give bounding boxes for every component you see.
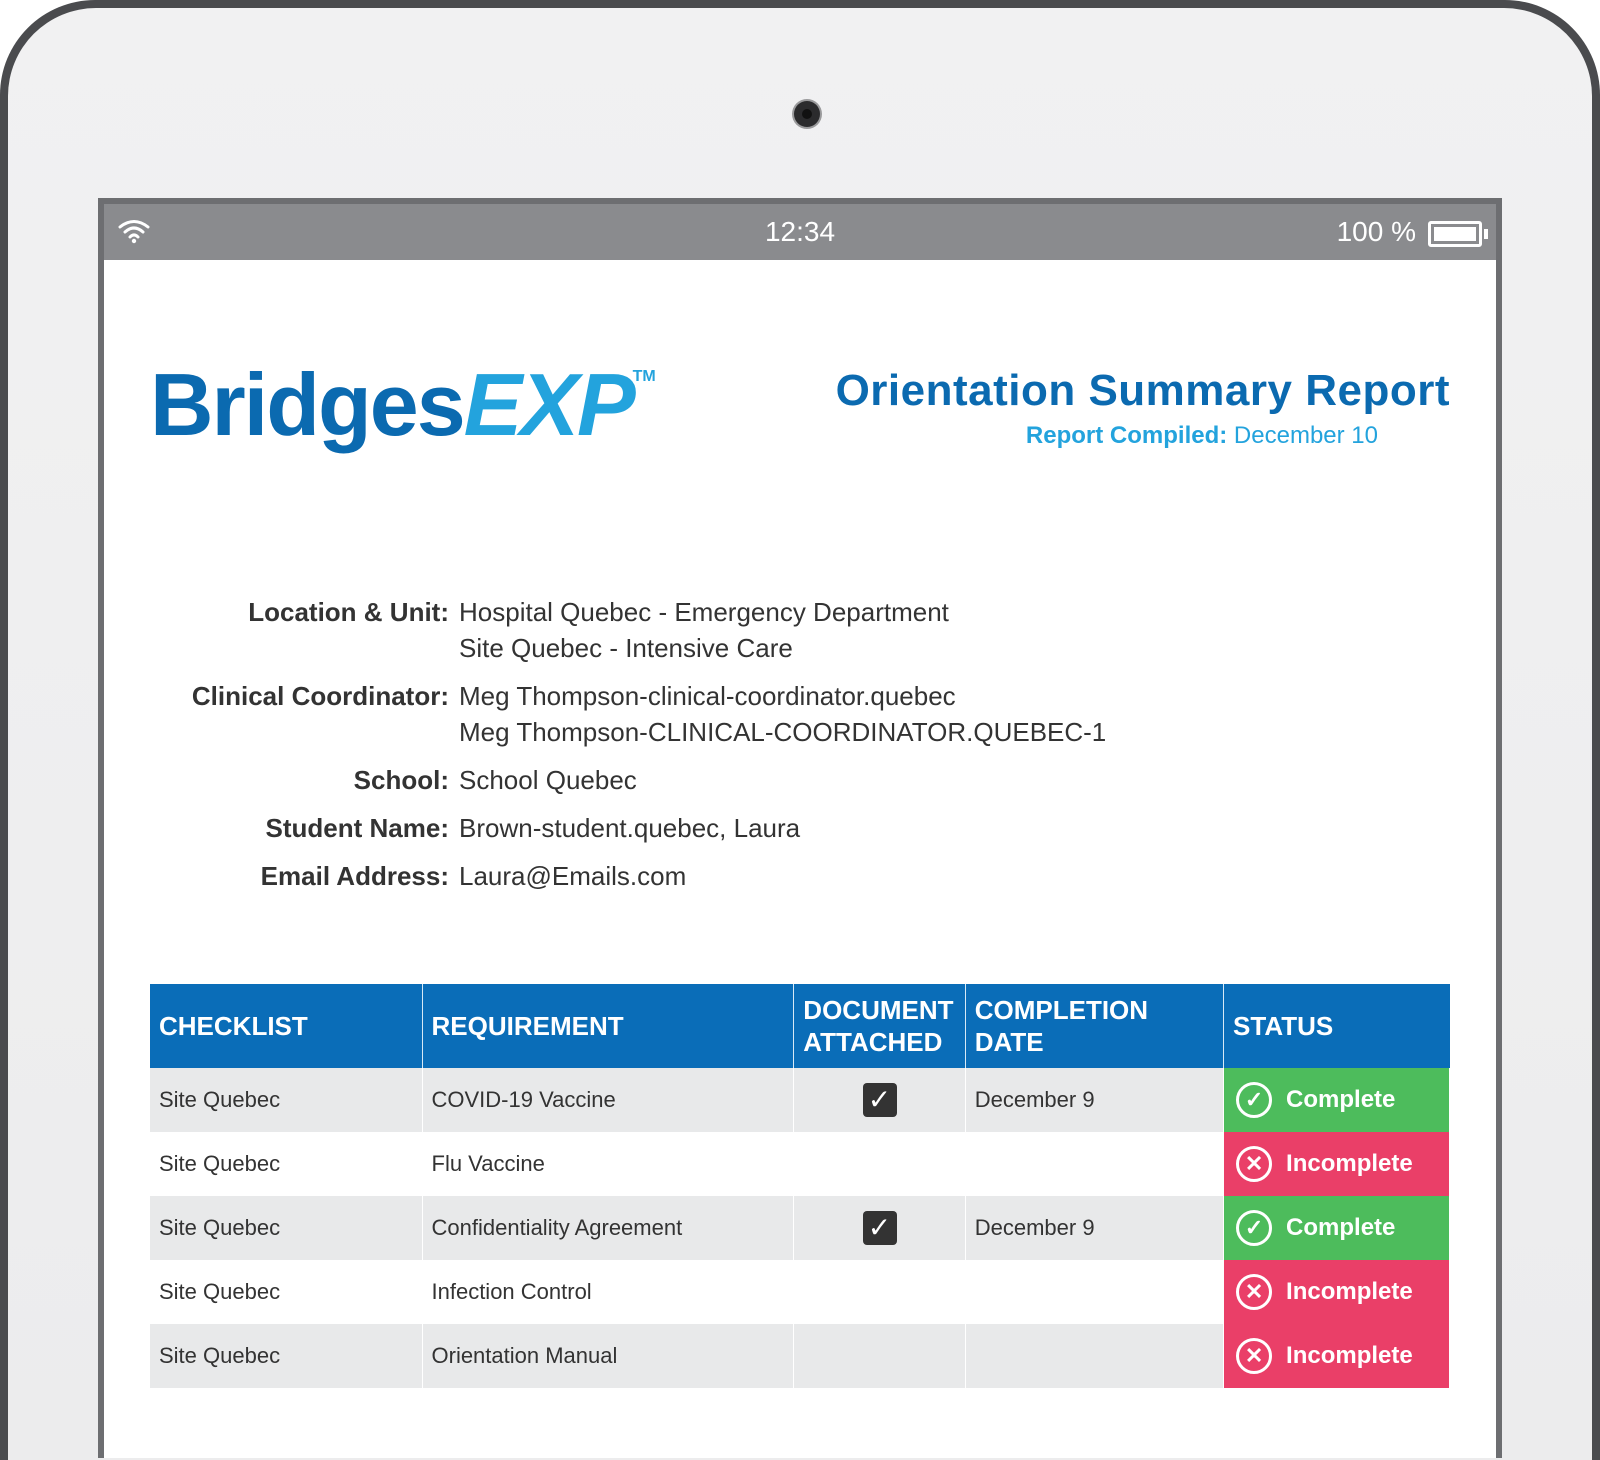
info-row-location	[104, 594, 1204, 666]
info-row-coordinator	[104, 678, 1204, 750]
info-value: School Quebec	[459, 765, 637, 795]
info-value: Brown-student.quebec, Laura	[459, 813, 801, 843]
screen-border	[98, 198, 1502, 1458]
cell-status	[1224, 1196, 1450, 1260]
header-status: STATUS	[1224, 984, 1450, 1068]
x-circle-icon: ✕	[1236, 1338, 1272, 1374]
student-info	[104, 594, 1204, 906]
info-value: Hospital Quebec - Emergency Department	[459, 597, 949, 627]
cell-checklist: Site Quebec	[150, 1260, 422, 1324]
header-requirement: REQUIREMENT	[422, 984, 794, 1068]
header-completion-date: COMPLETION DATE	[965, 984, 1223, 1068]
cell-requirement: Orientation Manual	[422, 1324, 794, 1388]
table-row[interactable]	[150, 1260, 1450, 1324]
status-badge	[1224, 1260, 1449, 1324]
checkbox-checked-icon[interactable]: ✓	[863, 1083, 897, 1117]
report-compiled	[1026, 422, 1378, 450]
x-circle-icon: ✕	[1236, 1146, 1272, 1182]
status-label: Incomplete	[1286, 1278, 1413, 1305]
cell-checklist: Site Quebec	[150, 1132, 422, 1196]
status-badge	[1224, 1196, 1449, 1260]
logo-text-exp: EXP	[463, 355, 634, 454]
checklist-table	[150, 984, 1450, 1388]
check-circle-icon: ✓	[1236, 1210, 1272, 1246]
cell-document	[794, 1260, 965, 1324]
info-label: Clinical Coordinator:	[191, 681, 449, 711]
header-document-attached: DOCUMENT ATTACHED	[794, 984, 965, 1068]
email-link[interactable]: Laura@Emails.com	[459, 861, 687, 891]
status-badge	[1224, 1068, 1449, 1132]
cell-document	[794, 1196, 965, 1260]
cell-status	[1224, 1260, 1450, 1324]
camera-icon	[794, 101, 820, 127]
status-badge	[1224, 1132, 1449, 1196]
cell-checklist: Site Quebec	[150, 1068, 422, 1132]
cell-requirement: COVID-19 Vaccine	[422, 1068, 794, 1132]
cell-requirement: Confidentiality Agreement	[422, 1196, 794, 1260]
cell-status	[1224, 1132, 1450, 1196]
x-circle-icon: ✕	[1236, 1274, 1272, 1310]
status-badge	[1224, 1324, 1449, 1388]
report-compiled-label: Report Compiled:	[1025, 422, 1228, 449]
cell-document	[794, 1324, 965, 1388]
status-label: Complete	[1286, 1086, 1396, 1113]
status-label: Incomplete	[1286, 1342, 1413, 1369]
table-header-row	[150, 984, 1450, 1068]
cell-date	[965, 1324, 1223, 1388]
logo-text-bridges: Bridges	[150, 355, 464, 454]
table-row[interactable]	[150, 1132, 1450, 1196]
cell-document	[794, 1132, 965, 1196]
bridges-exp-logo	[150, 354, 656, 456]
clock: 12:34	[764, 216, 836, 247]
status-bar	[104, 204, 1496, 260]
info-row-school	[104, 762, 1204, 798]
checkbox-checked-icon[interactable]: ✓	[863, 1211, 897, 1245]
info-label: Location & Unit:	[248, 597, 449, 627]
info-label: Student Name:	[265, 813, 449, 843]
report-title: Orientation Summary Report	[835, 366, 1450, 415]
info-value: Site Quebec - Intensive Care	[459, 633, 793, 663]
cell-date: December 9	[965, 1068, 1223, 1132]
cell-date	[965, 1132, 1223, 1196]
status-label: Incomplete	[1286, 1150, 1413, 1177]
cell-status	[1224, 1324, 1450, 1388]
cell-requirement: Flu Vaccine	[422, 1132, 794, 1196]
battery-icon	[1428, 221, 1482, 247]
logo-trademark: TM	[632, 368, 656, 385]
status-label: Complete	[1286, 1214, 1396, 1241]
info-value: Meg Thompson-CLINICAL-COORDINATOR.QUEBEC-1	[459, 717, 1107, 747]
table-row[interactable]	[150, 1196, 1450, 1260]
cell-checklist: Site Quebec	[150, 1324, 422, 1388]
cell-requirement: Infection Control	[422, 1260, 794, 1324]
cell-date: December 9	[965, 1196, 1223, 1260]
cell-checklist: Site Quebec	[150, 1196, 422, 1260]
info-row-email	[104, 858, 1204, 894]
cell-status	[1224, 1068, 1450, 1132]
info-label: School:	[353, 765, 449, 795]
info-value: Meg Thompson-clinical-coordinator.quebec	[459, 681, 956, 711]
screen	[104, 204, 1496, 1458]
info-row-student	[104, 810, 1204, 846]
report-compiled-date: December 10	[1233, 422, 1378, 449]
cell-date	[965, 1260, 1223, 1324]
battery-percent: 100 %	[1336, 216, 1416, 247]
header-checklist: CHECKLIST	[150, 984, 422, 1068]
cell-document	[794, 1068, 965, 1132]
check-circle-icon: ✓	[1236, 1082, 1272, 1118]
table-row[interactable]	[150, 1068, 1450, 1132]
info-label: Email Address:	[260, 861, 449, 891]
table-row[interactable]	[150, 1324, 1450, 1388]
